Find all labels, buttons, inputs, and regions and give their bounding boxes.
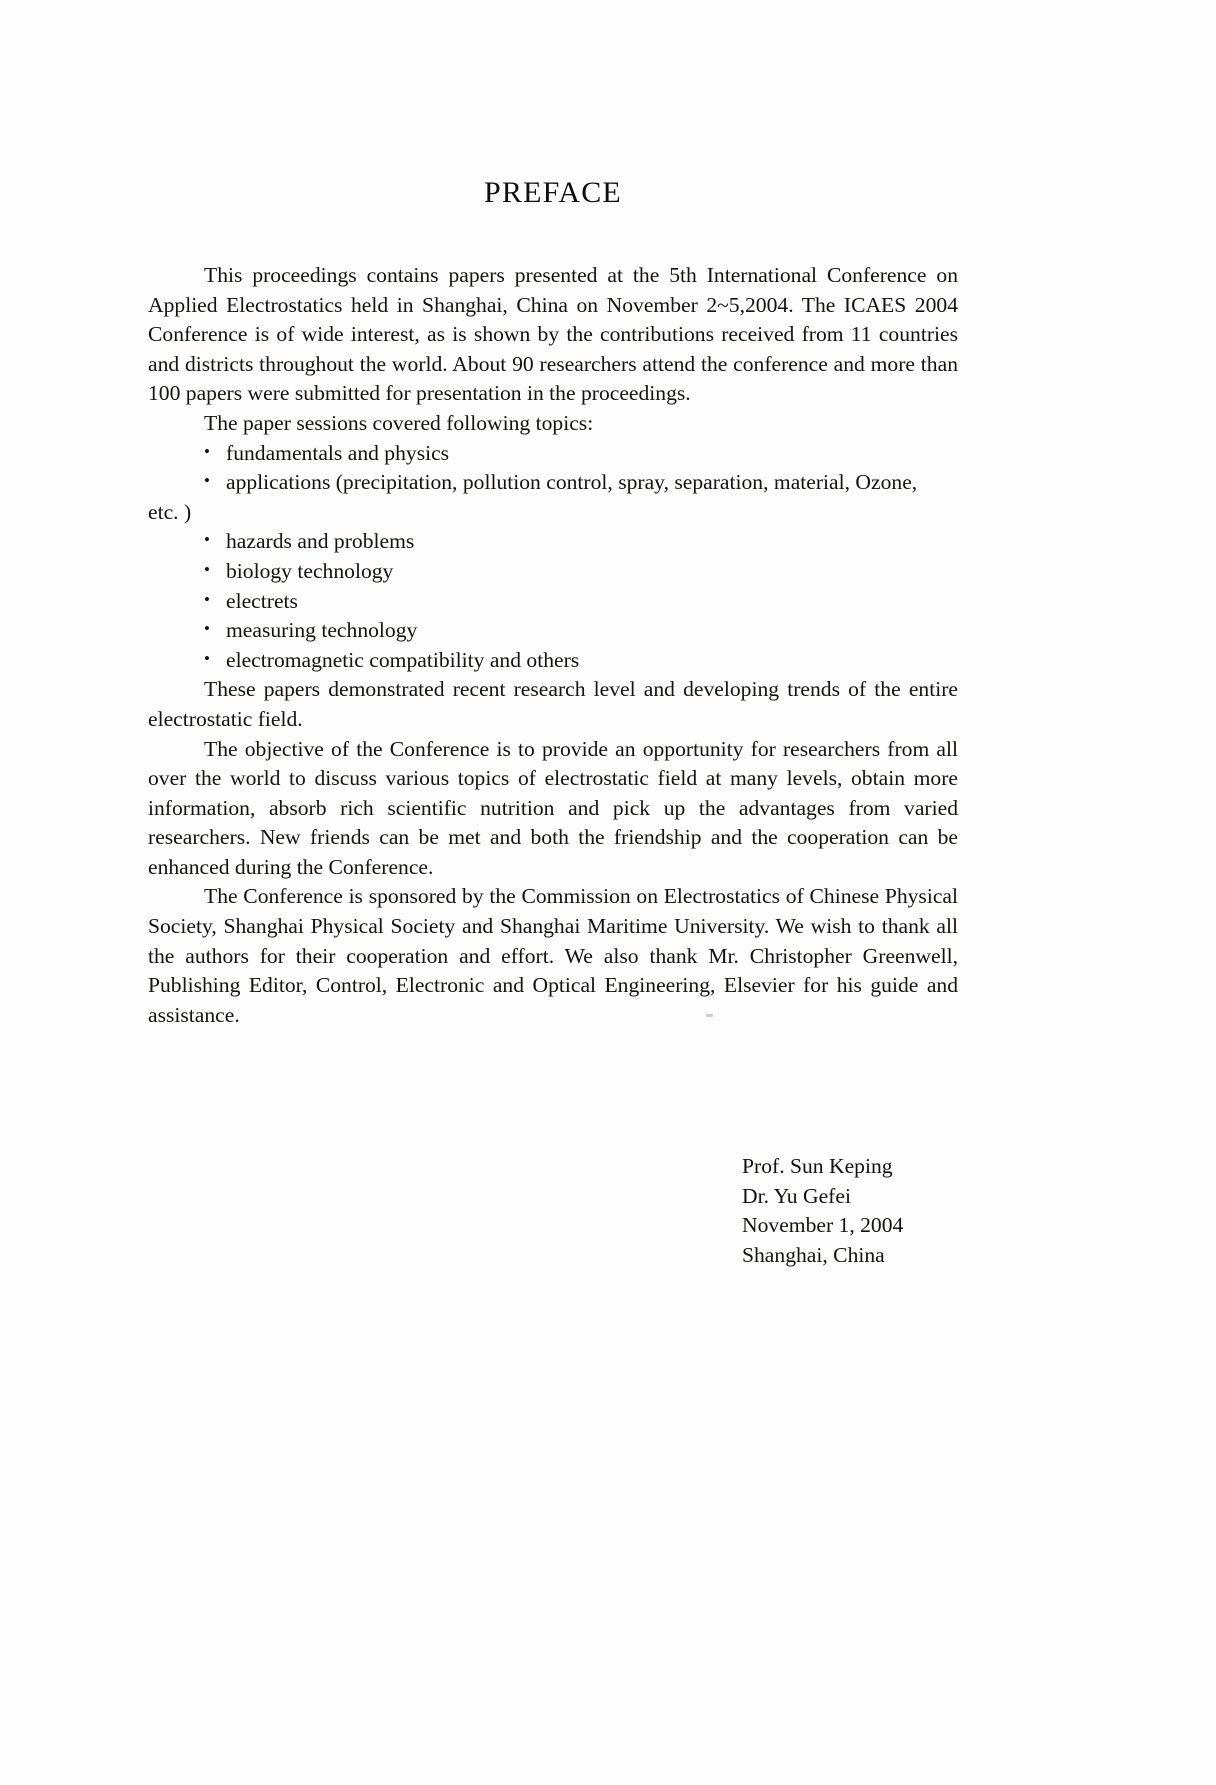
paragraph-after-list: These papers demonstrated recent research level and developing trends of the entire electrostatic field.: [148, 677, 958, 731]
bullet-dot-icon: •: [204, 648, 210, 668]
bullet-dot-icon: •: [204, 589, 210, 609]
signature-name-primary: Prof. Sun Keping: [742, 1154, 893, 1178]
list-item-label: electrets: [226, 588, 298, 613]
bullet-dot-icon: •: [204, 619, 210, 639]
list-item: [148, 616, 958, 646]
signature-date: November 1, 2004: [742, 1213, 904, 1238]
list-item: [148, 557, 958, 587]
paragraph-objective: The objective of the Conference is to provide an opportunity for researchers from all over the world to discuss various topics of electrostatic field at many levels, obtain more information, absorb rich scientific nutrition and pick up the advantages from varied researchers. New friends can be met and both the friendship and the cooperation can be enhanced during the Conference.: [148, 736, 958, 879]
list-item: [148, 439, 958, 469]
list-item-label: applications (precipitation, pollution control, spray, separation, material, Ozone,: [226, 470, 918, 495]
topics-list: [148, 439, 958, 676]
list-item-label: measuring technology: [226, 618, 418, 643]
signature-location: Shanghai, China: [742, 1242, 885, 1267]
page-title: PREFACE: [484, 176, 622, 209]
signature-block: [742, 1152, 903, 1270]
list-item: [148, 527, 958, 557]
list-item: [148, 646, 958, 676]
list-item-label: biology technology: [226, 558, 394, 583]
list-item: [148, 468, 958, 498]
list-item-label: fundamentals and physics: [226, 440, 450, 465]
bullet-dot-icon: •: [204, 441, 210, 461]
paragraph-intro: This proceedings contains papers presented at the 5th International Conference on Applied Electrostatics held in Shanghai, China on November 2~5,2004. The ICAES 2004 Conference is of wide interest, as is shown by the contributions received from 11 countries and districts throughout the world. About 90 researchers attend the conference and more than 100 papers were submitted for presentation in the proceedings.: [148, 263, 958, 406]
list-item: [148, 587, 958, 617]
bullet-dot-icon: •: [204, 559, 210, 579]
list-item-label: hazards and problems: [226, 529, 415, 554]
scan-artifact: [706, 1014, 713, 1017]
paragraph-sponsor: The Conference is sponsored by the Commission on Electrostatics of Chinese Physical Society, Shanghai Physical Society and Shanghai Maritime University. We wish to thank all the authors for their cooperation and effort. We also thank Mr. Christopher Greenwell, Publishing Editor, Control, Electronic and Optical Engineering, Elsevier for his guide and assistance.: [148, 884, 958, 1027]
bullet-dot-icon: •: [204, 530, 210, 550]
page-content: [148, 0, 958, 1030]
paragraph-topics-lead: The paper sessions covered following topics:: [204, 410, 594, 435]
bullet-dot-icon: •: [204, 471, 210, 491]
signature-name-secondary: Dr. Yu Gefei: [742, 1183, 851, 1208]
list-item-overflow: etc. ): [148, 499, 192, 524]
list-item-label: electromagnetic compatibility and others: [226, 647, 580, 672]
